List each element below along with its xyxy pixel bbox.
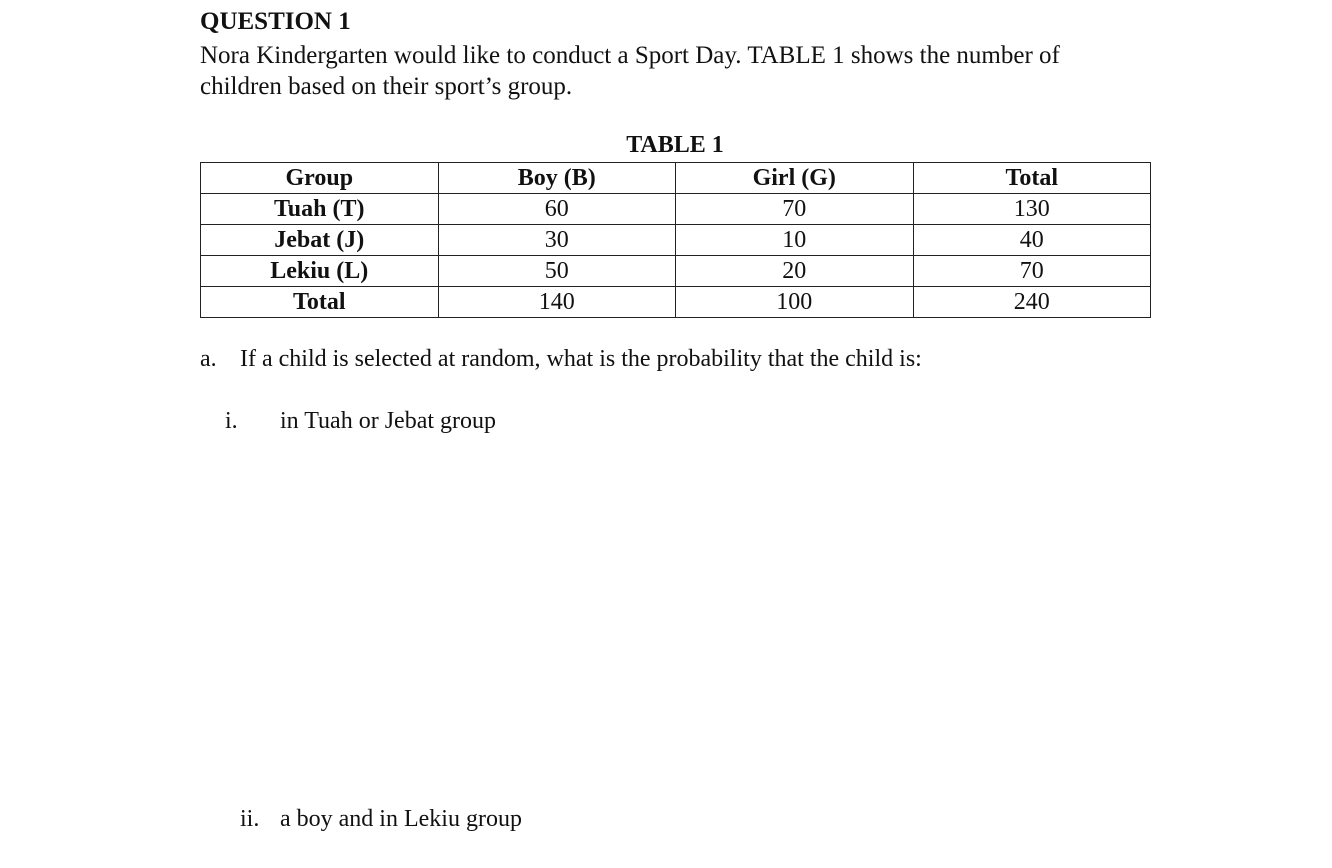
table-header-row — [201, 163, 1151, 194]
question-title: QUESTION 1 — [200, 8, 351, 35]
header-cell: Boy (B) — [438, 163, 676, 194]
intro-line-1: Nora Kindergarten would like to conduct a Sport Day. TABLE 1 shows the number of — [200, 42, 1060, 69]
header-cell: Girl (G) — [676, 163, 914, 194]
row-label: Tuah (T) — [201, 194, 439, 225]
table-cell: 130 — [913, 194, 1151, 225]
item-i-text: in Tuah or Jebat group — [280, 408, 496, 434]
table-cell: 100 — [676, 287, 914, 318]
header-cell: Total — [913, 163, 1151, 194]
table-cell: 30 — [438, 225, 676, 256]
table-cell: 40 — [913, 225, 1151, 256]
part-a-marker: a. — [200, 346, 217, 372]
table-row — [201, 194, 1151, 225]
row-label: Total — [201, 287, 439, 318]
data-table — [200, 162, 1151, 318]
table-cell: 70 — [913, 256, 1151, 287]
table-cell: 70 — [676, 194, 914, 225]
table-caption: TABLE 1 — [626, 132, 724, 158]
table-cell: 140 — [438, 287, 676, 318]
item-ii-text: a boy and in Lekiu group — [280, 806, 522, 832]
item-i-marker: i. — [225, 408, 238, 434]
table-cell: 20 — [676, 256, 914, 287]
item-ii-marker: ii. — [240, 806, 260, 832]
table-cell: 240 — [913, 287, 1151, 318]
row-label: Lekiu (L) — [201, 256, 439, 287]
table-cell: 10 — [676, 225, 914, 256]
table-row — [201, 225, 1151, 256]
table-total-row — [201, 287, 1151, 318]
row-label: Jebat (J) — [201, 225, 439, 256]
header-cell: Group — [201, 163, 439, 194]
part-a-text: If a child is selected at random, what is the probability that the child is: — [240, 346, 922, 372]
table-cell: 50 — [438, 256, 676, 287]
table-cell: 60 — [438, 194, 676, 225]
intro-line-2: children based on their sport’s group. — [200, 73, 573, 100]
table-row — [201, 256, 1151, 287]
